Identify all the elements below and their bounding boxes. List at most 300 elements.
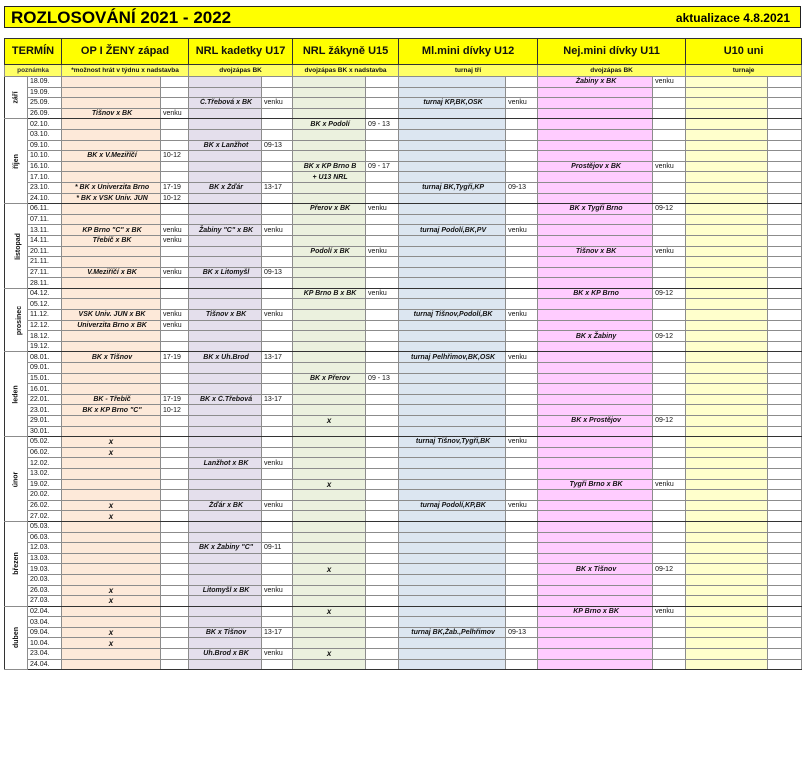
empty-cell (538, 235, 653, 246)
empty-cell (293, 87, 366, 98)
match-cell: BK x Uh.Brod (189, 352, 262, 363)
empty-cell (768, 617, 802, 628)
empty-cell (506, 447, 538, 458)
empty-cell (262, 341, 293, 352)
empty-cell (366, 426, 399, 437)
empty-cell (768, 225, 802, 236)
empty-cell (262, 161, 293, 172)
month-label (5, 606, 28, 670)
schedule-row (5, 521, 802, 532)
time-cell: 17-19 (161, 182, 189, 193)
empty-cell (686, 235, 768, 246)
venue-cell: venku (161, 320, 189, 331)
empty-cell (189, 320, 262, 331)
empty-cell (506, 299, 538, 310)
match-cell: BK - Třebíč (62, 394, 161, 405)
date-cell: 09.04. (28, 627, 62, 638)
subheader-note: poznámka (5, 65, 62, 77)
schedule-row (5, 553, 802, 564)
empty-cell (366, 521, 399, 532)
empty-cell (399, 87, 506, 98)
empty-cell (62, 257, 161, 268)
empty-cell (653, 299, 686, 310)
time-cell: 09-12 (653, 564, 686, 575)
date-cell: 18.12. (28, 331, 62, 342)
empty-cell (366, 649, 399, 660)
date-cell: 20.02. (28, 490, 62, 501)
empty-cell (768, 87, 802, 98)
empty-cell (293, 214, 366, 225)
date-cell: 09.10. (28, 140, 62, 151)
month-label (5, 288, 28, 352)
empty-cell (161, 447, 189, 458)
empty-cell (686, 468, 768, 479)
empty-cell (399, 299, 506, 310)
empty-cell (686, 98, 768, 109)
empty-cell (62, 161, 161, 172)
venue-cell: venku (506, 310, 538, 321)
empty-cell (62, 204, 161, 215)
empty-cell (189, 373, 262, 384)
empty-cell (399, 585, 506, 596)
empty-cell (189, 129, 262, 140)
empty-cell (506, 564, 538, 575)
date-cell: 06.02. (28, 447, 62, 458)
date-cell: 09.01. (28, 363, 62, 374)
schedule-row (5, 151, 802, 162)
empty-cell (506, 521, 538, 532)
empty-cell (366, 416, 399, 427)
empty-cell (293, 458, 366, 469)
empty-cell (686, 331, 768, 342)
empty-cell (366, 468, 399, 479)
empty-cell (686, 437, 768, 448)
empty-cell (686, 161, 768, 172)
empty-cell (62, 521, 161, 532)
extension-mark: x (293, 649, 366, 660)
empty-cell (262, 638, 293, 649)
empty-cell (506, 119, 538, 130)
empty-cell (506, 585, 538, 596)
empty-cell (161, 204, 189, 215)
venue-cell: venku (262, 458, 293, 469)
empty-cell (366, 543, 399, 554)
schedule-row (5, 204, 802, 215)
empty-cell (653, 257, 686, 268)
empty-cell (293, 363, 366, 374)
empty-cell (189, 490, 262, 501)
match-cell: BK x Podolí (293, 119, 366, 130)
empty-cell (366, 299, 399, 310)
empty-cell (686, 214, 768, 225)
month-label (5, 77, 28, 119)
empty-cell (506, 331, 538, 342)
empty-cell (506, 553, 538, 564)
empty-cell (768, 77, 802, 88)
extension-mark: x (293, 479, 366, 490)
update-label: aktualizace 4.8.2021 (675, 11, 790, 25)
schedule-row (5, 373, 802, 384)
empty-cell (189, 257, 262, 268)
empty-cell (686, 564, 768, 575)
empty-cell (262, 405, 293, 416)
schedule-row (5, 161, 802, 172)
empty-cell (538, 405, 653, 416)
empty-cell (62, 543, 161, 554)
match-cell: turnaj Pelhřimov,BK,OSK (399, 352, 506, 363)
empty-cell (366, 98, 399, 109)
empty-cell (366, 352, 399, 363)
empty-cell (686, 320, 768, 331)
empty-cell (293, 447, 366, 458)
time-cell: 09-13 (506, 627, 538, 638)
empty-cell (653, 490, 686, 501)
empty-cell (653, 108, 686, 119)
time-cell: 09-12 (653, 288, 686, 299)
empty-cell (506, 405, 538, 416)
empty-cell (161, 596, 189, 607)
empty-cell (399, 553, 506, 564)
empty-cell (538, 182, 653, 193)
empty-cell (768, 161, 802, 172)
empty-cell (62, 363, 161, 374)
schedule-row (5, 447, 802, 458)
empty-cell (768, 373, 802, 384)
empty-cell (399, 606, 506, 617)
empty-cell (399, 172, 506, 183)
empty-cell (506, 278, 538, 289)
empty-cell (262, 204, 293, 215)
date-cell: 28.11. (28, 278, 62, 289)
empty-cell (161, 246, 189, 257)
empty-cell (262, 87, 293, 98)
match-cell: KP Brno x BK (538, 606, 653, 617)
empty-cell (366, 320, 399, 331)
month-name: duben (12, 627, 20, 649)
schedule-row (5, 310, 802, 321)
empty-cell (366, 140, 399, 151)
empty-cell (653, 363, 686, 374)
date-cell: 05.12. (28, 299, 62, 310)
empty-cell (399, 140, 506, 151)
empty-cell (399, 193, 506, 204)
empty-cell (686, 543, 768, 554)
empty-cell (653, 659, 686, 670)
empty-cell (62, 98, 161, 109)
empty-cell (538, 310, 653, 321)
empty-cell (293, 543, 366, 554)
empty-cell (686, 649, 768, 660)
empty-cell (293, 320, 366, 331)
empty-cell (399, 373, 506, 384)
match-cell: BK x Tišnov (189, 627, 262, 638)
header-c3: NRL žákyně U15 (293, 39, 399, 65)
match-cell: Č.Třebová x BK (189, 98, 262, 109)
empty-cell (506, 288, 538, 299)
empty-cell (653, 87, 686, 98)
header-c5: Nej.mini dívky U11 (538, 39, 686, 65)
empty-cell (189, 416, 262, 427)
empty-cell (189, 468, 262, 479)
match-cell: BK x Č.Třebová (189, 394, 262, 405)
date-cell: 18.09. (28, 77, 62, 88)
empty-cell (653, 140, 686, 151)
schedule-row (5, 193, 802, 204)
empty-cell (768, 257, 802, 268)
extension-mark: x (62, 437, 161, 448)
match-cell: Přerov x BK (293, 204, 366, 215)
venue-cell: venku (262, 500, 293, 511)
empty-cell (293, 193, 366, 204)
empty-cell (293, 394, 366, 405)
empty-cell (366, 182, 399, 193)
match-cell: Uh.Brod x BK (189, 649, 262, 660)
empty-cell (768, 204, 802, 215)
empty-cell (653, 214, 686, 225)
empty-cell (399, 108, 506, 119)
empty-cell (399, 532, 506, 543)
empty-cell (768, 98, 802, 109)
empty-cell (189, 87, 262, 98)
header-c1: OP I ŽENY západ (62, 39, 189, 65)
match-cell: KP Brno "C" x BK (62, 225, 161, 236)
empty-cell (262, 553, 293, 564)
empty-cell (366, 511, 399, 522)
empty-cell (538, 649, 653, 660)
empty-cell (399, 574, 506, 585)
subheader-c2: dvojzápas BK (189, 65, 293, 77)
empty-cell (653, 596, 686, 607)
empty-cell (538, 193, 653, 204)
empty-cell (768, 182, 802, 193)
empty-cell (262, 151, 293, 162)
empty-cell (653, 585, 686, 596)
venue-cell: venku (653, 246, 686, 257)
empty-cell (62, 553, 161, 564)
match-cell: BK x Tišnov (62, 352, 161, 363)
empty-cell (768, 511, 802, 522)
empty-cell (293, 638, 366, 649)
time-cell: 13-17 (262, 627, 293, 638)
empty-cell (62, 172, 161, 183)
venue-cell: venku (366, 246, 399, 257)
empty-cell (506, 363, 538, 374)
empty-cell (293, 235, 366, 246)
empty-cell (293, 267, 366, 278)
month-name: únor (12, 471, 20, 487)
schedule-row (5, 352, 802, 363)
title-bar (4, 6, 801, 28)
empty-cell (768, 585, 802, 596)
time-cell: 09 - 13 (366, 119, 399, 130)
empty-cell (293, 468, 366, 479)
empty-cell (506, 108, 538, 119)
empty-cell (506, 129, 538, 140)
time-cell: 09-12 (653, 331, 686, 342)
extension-mark: x (62, 511, 161, 522)
date-cell: 26.09. (28, 108, 62, 119)
schedule-row (5, 437, 802, 448)
empty-cell (62, 490, 161, 501)
date-cell: 21.11. (28, 257, 62, 268)
empty-cell (293, 627, 366, 638)
empty-cell (399, 341, 506, 352)
empty-cell (366, 479, 399, 490)
extension-mark: x (293, 564, 366, 575)
empty-cell (653, 98, 686, 109)
empty-cell (262, 447, 293, 458)
empty-cell (161, 119, 189, 130)
date-cell: 27.03. (28, 596, 62, 607)
empty-cell (189, 532, 262, 543)
date-cell: 14.11. (28, 235, 62, 246)
empty-cell (366, 172, 399, 183)
empty-cell (399, 426, 506, 437)
date-cell: 26.02. (28, 500, 62, 511)
match-cell: + U13 NRL (293, 172, 366, 183)
empty-cell (262, 468, 293, 479)
subheader-c1: *možnost hrát v týdnu x nadstavba (62, 65, 189, 77)
empty-cell (189, 331, 262, 342)
time-cell: 17-19 (161, 352, 189, 363)
empty-cell (262, 299, 293, 310)
empty-cell (506, 151, 538, 162)
schedule-row (5, 87, 802, 98)
empty-cell (293, 500, 366, 511)
extension-mark: x (62, 585, 161, 596)
empty-cell (768, 405, 802, 416)
empty-cell (768, 521, 802, 532)
empty-cell (161, 77, 189, 88)
empty-cell (768, 214, 802, 225)
empty-cell (366, 77, 399, 88)
empty-cell (293, 596, 366, 607)
empty-cell (399, 257, 506, 268)
empty-cell (538, 585, 653, 596)
empty-cell (262, 574, 293, 585)
empty-cell (653, 193, 686, 204)
empty-cell (293, 617, 366, 628)
empty-cell (366, 235, 399, 246)
empty-cell (506, 235, 538, 246)
empty-cell (189, 426, 262, 437)
empty-cell (366, 331, 399, 342)
schedule-row (5, 119, 802, 130)
venue-cell: venku (161, 235, 189, 246)
empty-cell (399, 638, 506, 649)
empty-cell (262, 437, 293, 448)
empty-cell (399, 394, 506, 405)
empty-cell (293, 426, 366, 437)
empty-cell (506, 394, 538, 405)
empty-cell (538, 278, 653, 289)
empty-cell (366, 267, 399, 278)
time-cell: 13-17 (262, 352, 293, 363)
empty-cell (768, 426, 802, 437)
empty-cell (768, 649, 802, 660)
schedule-row (5, 257, 802, 268)
match-cell: BK x KP Brno "C" (62, 405, 161, 416)
empty-cell (189, 511, 262, 522)
date-cell: 27.11. (28, 267, 62, 278)
empty-cell (189, 299, 262, 310)
empty-cell (262, 416, 293, 427)
match-cell: Tišnov x BK (189, 310, 262, 321)
empty-cell (189, 151, 262, 162)
empty-cell (686, 394, 768, 405)
empty-cell (293, 437, 366, 448)
month-name: září (12, 91, 20, 104)
time-cell: 09-13 (262, 267, 293, 278)
date-cell: 03.04. (28, 617, 62, 628)
empty-cell (62, 373, 161, 384)
date-cell: 06.03. (28, 532, 62, 543)
match-cell: VSK Univ. JUN x BK (62, 310, 161, 321)
empty-cell (293, 511, 366, 522)
schedule-row (5, 214, 802, 225)
empty-cell (366, 341, 399, 352)
empty-cell (399, 521, 506, 532)
schedule-row (5, 500, 802, 511)
empty-cell (161, 299, 189, 310)
empty-cell (62, 77, 161, 88)
empty-cell (366, 363, 399, 374)
empty-cell (506, 341, 538, 352)
venue-cell: venku (653, 77, 686, 88)
empty-cell (189, 77, 262, 88)
subheader-c4: turnaj tří (399, 65, 538, 77)
match-cell: Prostějov x BK (538, 161, 653, 172)
empty-cell (653, 426, 686, 437)
empty-cell (161, 363, 189, 374)
schedule-row (5, 479, 802, 490)
empty-cell (768, 267, 802, 278)
empty-cell (686, 479, 768, 490)
empty-cell (62, 119, 161, 130)
schedule-row (5, 341, 802, 352)
empty-cell (262, 490, 293, 501)
match-cell: Třebíč x BK (62, 235, 161, 246)
empty-cell (62, 129, 161, 140)
empty-cell (62, 532, 161, 543)
venue-cell: venku (653, 479, 686, 490)
schedule-row (5, 543, 802, 554)
empty-cell (262, 235, 293, 246)
empty-cell (768, 596, 802, 607)
empty-cell (768, 108, 802, 119)
empty-cell (653, 574, 686, 585)
empty-cell (366, 553, 399, 564)
empty-cell (293, 278, 366, 289)
empty-cell (161, 638, 189, 649)
schedule-row (5, 278, 802, 289)
time-cell: 13-17 (262, 394, 293, 405)
empty-cell (189, 363, 262, 374)
empty-cell (62, 617, 161, 628)
empty-cell (293, 310, 366, 321)
venue-cell: venku (366, 288, 399, 299)
empty-cell (62, 564, 161, 575)
empty-cell (62, 278, 161, 289)
empty-cell (62, 214, 161, 225)
empty-cell (62, 331, 161, 342)
empty-cell (399, 511, 506, 522)
date-cell: 16.10. (28, 161, 62, 172)
empty-cell (506, 267, 538, 278)
empty-cell (653, 310, 686, 321)
extension-mark: x (62, 627, 161, 638)
empty-cell (262, 617, 293, 628)
